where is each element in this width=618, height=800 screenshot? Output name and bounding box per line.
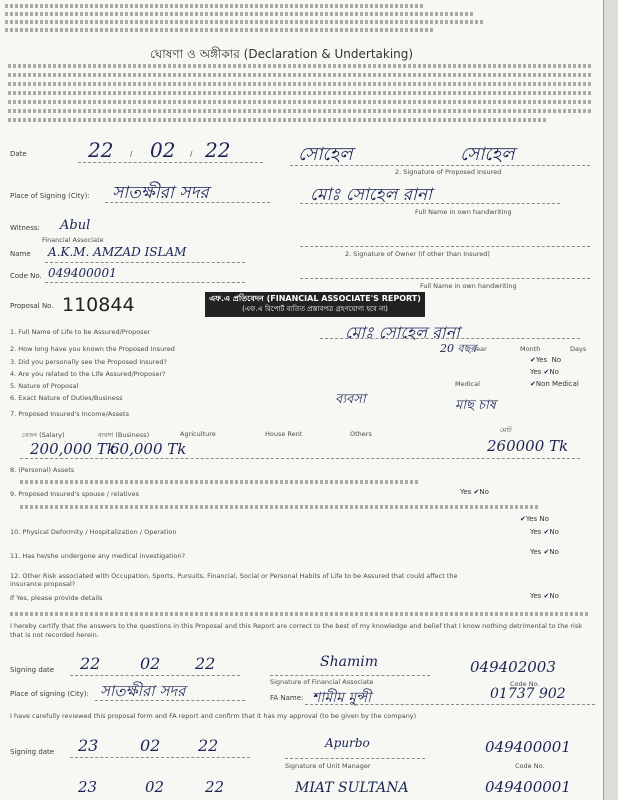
declaration-text-line xyxy=(8,82,593,86)
fa-certification-text: I hereby certify that the answers to the questions in this Proposal and this Report are correct to the best of my knowledge and belief that I know nothing detrimental to the risk that is not recorded herein. xyxy=(10,622,583,639)
um-code: 049400001 xyxy=(485,738,571,756)
witness-code: 049400001 xyxy=(48,266,117,280)
proposal-no-label: Proposal No. xyxy=(10,302,54,310)
top-fine-print-line xyxy=(5,4,425,8)
witness-label: Witness: xyxy=(10,224,40,232)
fa-date-day: 22 xyxy=(80,654,101,673)
declaration-text-line xyxy=(8,109,593,113)
declaration-text-line xyxy=(8,91,593,95)
q2-label: 2. How long have you known the Proposed Insured xyxy=(10,345,175,353)
declaration-text-line xyxy=(8,64,593,68)
q10-label: 10. Physical Deformity / Hospitalization / Operation xyxy=(10,528,177,536)
fa-signature-label: Signature of Financial Associate xyxy=(270,678,374,686)
q10-answer: Yes ✔No xyxy=(530,528,559,536)
bm-date-year: 22 xyxy=(205,778,225,796)
place-of-signing: সাতক্ষীরা সদর xyxy=(112,183,209,203)
fa-report-subtitle: (এফ.এ রিপোর্ট ব্যতিত প্রস্তাবপত্র গ্রহণযোগ্য হবে না) xyxy=(242,305,388,313)
witness-signature: Abul xyxy=(60,218,91,233)
bm-date-day: 23 xyxy=(78,778,98,796)
owner-full-name-label: Full Name in own handwriting xyxy=(420,282,517,290)
proposal-no: 110844 xyxy=(62,294,135,316)
fa-report-banner xyxy=(205,292,425,317)
um-date-month: 02 xyxy=(140,736,161,755)
q6-label: 6. Exact Nature of Duties/Business xyxy=(10,394,123,402)
fa-name: শামীম মুন্সী xyxy=(312,690,372,706)
um-signature: Apurbo xyxy=(325,736,370,750)
fa-signing-date-label: Signing date xyxy=(10,666,55,674)
um-date-day: 23 xyxy=(78,736,99,755)
salary-value: 200,000 Tk xyxy=(30,440,116,458)
salary-label: বেতন (Salary) xyxy=(22,431,65,439)
proposal-date-month: 02 xyxy=(150,138,176,162)
q6-answer-b: মাছ চাষ xyxy=(455,398,496,413)
fa-date-year: 22 xyxy=(195,654,216,673)
q1-answer: মোঃ সোহেল রানা xyxy=(345,323,460,342)
q11-answer: Yes ✔No xyxy=(530,548,559,556)
business-label: ব্যবসা (Business) xyxy=(98,431,150,439)
q9-answer: Yes ✔No xyxy=(460,488,489,496)
fa-report-title: এফ.এ প্রতিবেদন (FINANCIAL ASSOCIATE'S REPORT) xyxy=(209,294,421,303)
witness-fa-label: Financial Associate xyxy=(42,236,104,244)
top-fine-print-line xyxy=(5,20,485,24)
q11-label: 11. Has he/she undergone any medical investigation? xyxy=(10,552,186,560)
q3-answer: ✔Yes No xyxy=(530,356,562,364)
other-label: Others xyxy=(350,430,372,438)
owner-signature-label: 2. Signature of Owner (if other than Insured) xyxy=(345,250,490,258)
declaration-title: ঘোষণা ও অঙ্গীকার (Declaration & Undertaking) xyxy=(150,47,414,61)
um-date-year: 22 xyxy=(198,736,219,755)
q7-label: 7. Proposed Insured's Income/Assets xyxy=(10,410,129,418)
q5-nonmedical: ✔Non Medical xyxy=(530,380,579,388)
q2-year-label: Year xyxy=(473,345,487,353)
fa-name-label: FA Name: xyxy=(270,694,304,702)
declaration-text-line xyxy=(8,100,593,104)
q9-label: 9. Proposed Insured's spouse / relatives xyxy=(10,490,139,498)
house-label: House Rent xyxy=(265,430,303,438)
proposer-signature-2: সোহেল xyxy=(460,144,515,165)
fa-phone: 01737 902 xyxy=(490,686,566,702)
proposal-form-page: ঘোষণা ও অঙ্গীকার (Declaration & Undertaking) Date 22 / 02 / 22 সোহেল সোহেল 2. Signature of Proposed Insured Place of Signing (City): সাতক্ষীরা সদর মোঃ সোহেল রানা Full Name in own handwriting Witness: Abul Financial Associate Name A.K.M. AMZAD ISLAM Code No. 049400001 2. Signature of Owner (if other than Insured) Full Name in own handwriting Proposal No. 110844 এফ.এ প্রতিবেদন (FINANCIAL ASSOCIATE'S REPORT) (এফ.এ রিপোর্ট ব্যতিত প্রস্তাবপত্র গ্রহণযোগ্য হবে না) 1. Full Name of Life to be Assured/Proposer মোঃ সোহেল রানা 2. How long have you known the Proposed Insured 20 বছর Year Month Days 3. Did you personally see the Proposed Insured? ✔Yes No 4. Are you related to the Life Assured/Proposer? Yes ✔No 5. Nature of Proposal Medical ✔Non Medical 6. Exact Nature of Duties/Business ব্যবসা মাছ চাষ 7. Proposed Insured's Income/Assets বেতন (Salary) ব্যবসা (Business) Agriculture House Rent Others মোট 200,000 Tk 60,000 Tk 260000 Tk 8. (Personal) Assets 9. Proposed Insured's spouse / relatives Yes ✔No ✔Yes No 10. Physical Deformity / Hospitalization / Operation Yes ✔No 11. Has he/she undergone any medical investigation? Yes ✔No 12. Other Risk associated with Occupation, Sports, Pursuits, Financial, Social or Personal Habits of Life to be Assured that could affect the insurance proposal? If Yes, please provide details Yes ✔No I hereby certify that the answers to the questions in this Proposal and this Report are correct to the best of my knowledge and belief that I know nothing detrimental to the risk that is not recorded herein. Signing date 22 02 22 Shamim Signature of Financial Associate 049402003 Code No. Place of signing (City): সাতক্ষীরা সদর FA Name: শামীম মুন্সী 01737 902 I have carefully reviewed this proposal form and FA report and confirm that it has my approval (to be given by the company) Signing date 23 02 22 Apurbo Signature of Unit Manager 049400001 Code No. 23 02 22 MIAT SULTANA 049400001 xyxy=(0,0,603,800)
q2-years: 20 বছর xyxy=(440,342,477,355)
fa-place-label: Place of signing (City): xyxy=(10,690,89,698)
total-label: মোট xyxy=(500,426,512,434)
fa-code-label: Code No. xyxy=(510,680,540,688)
q12-answer: Yes ✔No xyxy=(530,592,559,600)
total-value: 260000 Tk xyxy=(487,437,569,455)
um-signature-label: Signature of Unit Manager xyxy=(285,762,371,770)
q2-day-label: Days xyxy=(570,345,587,353)
q5-label: 5. Nature of Proposal xyxy=(10,382,79,390)
um-code-label: Code No. xyxy=(515,762,545,770)
agri-label: Agriculture xyxy=(180,430,216,438)
proposal-date-year: 22 xyxy=(205,138,231,162)
proposer-signature-label: 2. Signature of Proposed Insured xyxy=(395,168,502,176)
q8-label: 8. (Personal) Assets xyxy=(10,466,75,474)
proposer-signature-1: সোহেল xyxy=(298,144,353,165)
proposer-full-name: মোঃ সোহেল রানা xyxy=(310,185,432,205)
q6-answer-a: ব্যবসা xyxy=(335,392,366,407)
q12-ifyes-label: If Yes, please provide details xyxy=(10,594,103,602)
q12-label: 12. Other Risk associated with Occupation, Sports, Pursuits, Financial, Social or Personal Habits of Life to be Assured that could affect the insurance proposal? xyxy=(10,572,458,588)
bm-date-month: 02 xyxy=(145,778,165,796)
business-value: 60,000 Tk xyxy=(110,440,187,458)
proposal-date-day: 22 xyxy=(88,138,114,162)
proposal-date-label: Date xyxy=(10,150,27,158)
q1-label: 1. Full Name of Life to be Assured/Proposer xyxy=(10,328,151,336)
full-name-label: Full Name in own handwriting xyxy=(415,208,512,216)
top-fine-print-line xyxy=(5,28,435,32)
witness-code-label: Code No. xyxy=(10,272,42,280)
underlying-page-edge xyxy=(603,0,618,800)
q2-month-label: Month xyxy=(520,345,541,353)
q4-label: 4. Are you related to the Life Assured/Proposer? xyxy=(10,370,166,378)
fa-code: 049402003 xyxy=(470,658,556,676)
place-of-signing-label: Place of Signing (City): xyxy=(10,192,90,200)
witness-name: A.K.M. AMZAD ISLAM xyxy=(48,245,187,259)
witness-name-label: Name xyxy=(10,250,31,258)
um-signing-date-label: Signing date xyxy=(10,748,55,756)
q5-medical: Medical xyxy=(455,380,480,388)
declaration-text-line xyxy=(8,73,593,77)
q9b-answer: ✔Yes No xyxy=(520,515,549,523)
declaration-text-line xyxy=(8,118,548,122)
q4-answer: Yes ✔No xyxy=(530,368,559,376)
bm-name: MIAT SULTANA xyxy=(295,780,409,796)
fa-date-month: 02 xyxy=(140,654,161,673)
bm-code: 049400001 xyxy=(485,778,571,796)
um-review-text: I have carefully reviewed this proposal form and FA report and confirm that it has my approval (to be given by the company) xyxy=(10,712,417,720)
q3-label: 3. Did you personally see the Proposed Insured? xyxy=(10,358,167,366)
fa-signature: Shamim xyxy=(320,654,378,670)
top-fine-print-line xyxy=(5,12,475,16)
fa-place: সাতক্ষীরা সদর xyxy=(100,682,186,700)
